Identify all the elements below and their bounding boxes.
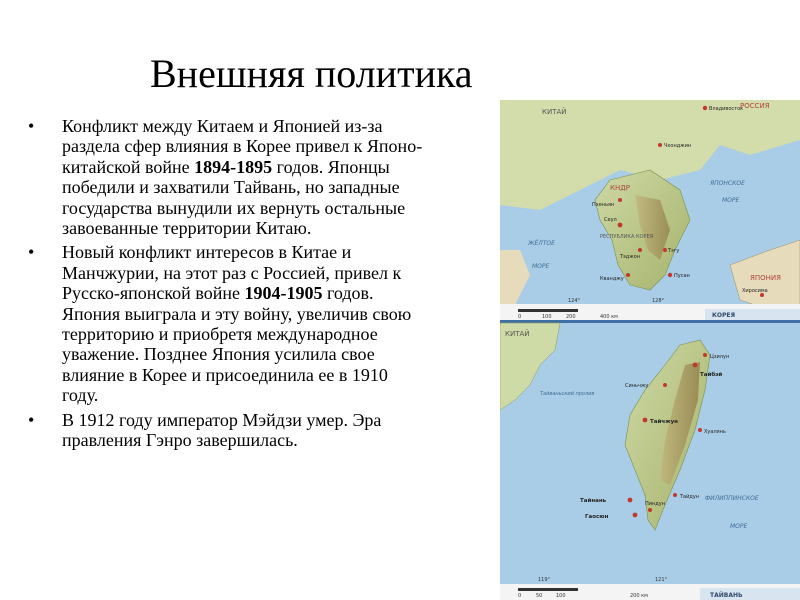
city-label: Пиндун: [645, 501, 665, 507]
bullet-item: [28, 116, 428, 238]
longitude-label: 121°: [655, 577, 668, 583]
city-marker: [618, 198, 622, 202]
bullet-years: 1894-1895: [194, 156, 273, 177]
scale-bar: [518, 588, 578, 591]
label-sea-of-japan: ЯПОНСКОЕ: [710, 180, 745, 187]
city-marker: [698, 428, 702, 432]
bullet-text: годов. Японцы победили и захватили Тайвань, но западные государства вынудили их вернуть остальные завоеванные территории Китаю.: [62, 156, 406, 239]
bullet-item: [28, 410, 428, 451]
city-label: Тайбэй: [700, 372, 723, 378]
label-yellow-sea-2: МОРЕ: [532, 263, 550, 270]
city-marker: [663, 248, 667, 252]
city-label: Чхонджин: [664, 143, 692, 149]
bullet-text: В 1912 году император Мэйдзи умер. Эра правления Гэнро завершилась.: [62, 409, 382, 451]
city-marker: [703, 353, 707, 357]
label-taiwan-strait: Тайваньский пролив: [540, 391, 595, 397]
city-marker: [618, 223, 623, 228]
scale-label: 200: [566, 314, 576, 320]
page-title: Внешняя политика: [150, 51, 473, 96]
scale-label: 0: [518, 314, 522, 320]
city-label: Сеул: [604, 217, 617, 223]
city-marker: [626, 273, 630, 277]
bullet-years: 1904-1905: [244, 283, 323, 304]
city-label: Кванджу: [600, 276, 624, 282]
label-china: КИТАЙ: [542, 108, 567, 116]
label-kndr: КНДР: [610, 184, 630, 192]
city-label: Гаосюн: [585, 514, 609, 520]
city-marker: [693, 363, 698, 368]
bullet-text: Конфликт между Китаем и Японией из-за раздела сфер влияния в Корее привел к Японо-китайской войне: [62, 116, 423, 177]
city-label: Хуалянь: [704, 429, 726, 435]
city-label: Пхеньян: [592, 202, 615, 208]
label-russia: РОССИЯ: [740, 102, 770, 110]
city-marker: [648, 508, 652, 512]
city-label: Пусан: [674, 273, 690, 279]
city-marker: [658, 143, 662, 147]
maps-panel: [500, 100, 800, 600]
bullet-text: Новый конфликт интересов в Китае и Манчжурии, на этот раз с Россией, привел к Русско-японской войне: [62, 242, 402, 304]
city-marker: [663, 383, 667, 387]
label-philippine-sea: ФИЛИППИНСКОЕ: [705, 495, 759, 502]
city-marker: [628, 498, 633, 503]
label-sea-of-japan-2: МОРЕ: [722, 197, 740, 204]
scale-label: 400 км: [600, 314, 618, 320]
city-marker: [673, 493, 677, 497]
bullet-list: [28, 116, 428, 455]
taiwan-map: [500, 323, 800, 600]
label-philippine-sea-2: МОРЕ: [730, 523, 748, 530]
city-label: Синьчжу: [625, 383, 649, 389]
korea-map-title: КОРЕЯ: [712, 312, 736, 319]
longitude-label: 119°: [538, 577, 551, 583]
scale-label: 100: [556, 593, 566, 599]
label-japan: ЯПОНИЯ: [750, 274, 782, 282]
scale-label: 200 км: [630, 593, 648, 599]
city-label: Владивосток: [709, 106, 744, 112]
label-china-taiwan-map: КИТАЙ: [505, 330, 530, 338]
city-label: Тайдун: [680, 494, 700, 500]
bullet-marker: •: [28, 409, 35, 430]
city-marker: [633, 513, 638, 518]
taiwan-map-title: ТАЙВАНЬ: [710, 592, 743, 599]
korea-map: [500, 100, 800, 320]
city-label: Тэджон: [620, 254, 641, 260]
bullet-marker: •: [28, 116, 35, 136]
scale-label: 100: [542, 314, 552, 320]
scale-bar: [518, 309, 578, 312]
city-label: Хиросима: [742, 288, 768, 294]
map-separator: [500, 320, 800, 323]
label-yellow-sea: ЖЁЛТОЕ: [528, 240, 555, 247]
city-marker: [668, 273, 672, 277]
scale-label: 0: [518, 593, 522, 599]
label-korea-republic: РЕСПУБЛИКА КОРЕЯ: [600, 234, 654, 240]
city-label: Тэгу: [668, 248, 680, 254]
scale-label: 50: [536, 593, 543, 599]
longitude-label: 128°: [652, 298, 665, 304]
city-marker: [703, 106, 707, 110]
bullet-item: [28, 242, 428, 405]
city-label: Цзилун: [710, 354, 730, 360]
bullet-marker: •: [28, 242, 35, 263]
city-marker: [638, 248, 642, 252]
bullet-text: годов. Япония выиграла и эту войну, увеличив свою территорию и приобретя международное уважение. Позднее Япония усилила свое влияние в Корее и присоединила ее в 1910 году.: [62, 283, 412, 406]
city-marker: [643, 418, 648, 423]
longitude-label: 124°: [568, 298, 581, 304]
city-label: Тайчжун: [650, 419, 678, 425]
city-label: Тайнань: [580, 498, 607, 504]
